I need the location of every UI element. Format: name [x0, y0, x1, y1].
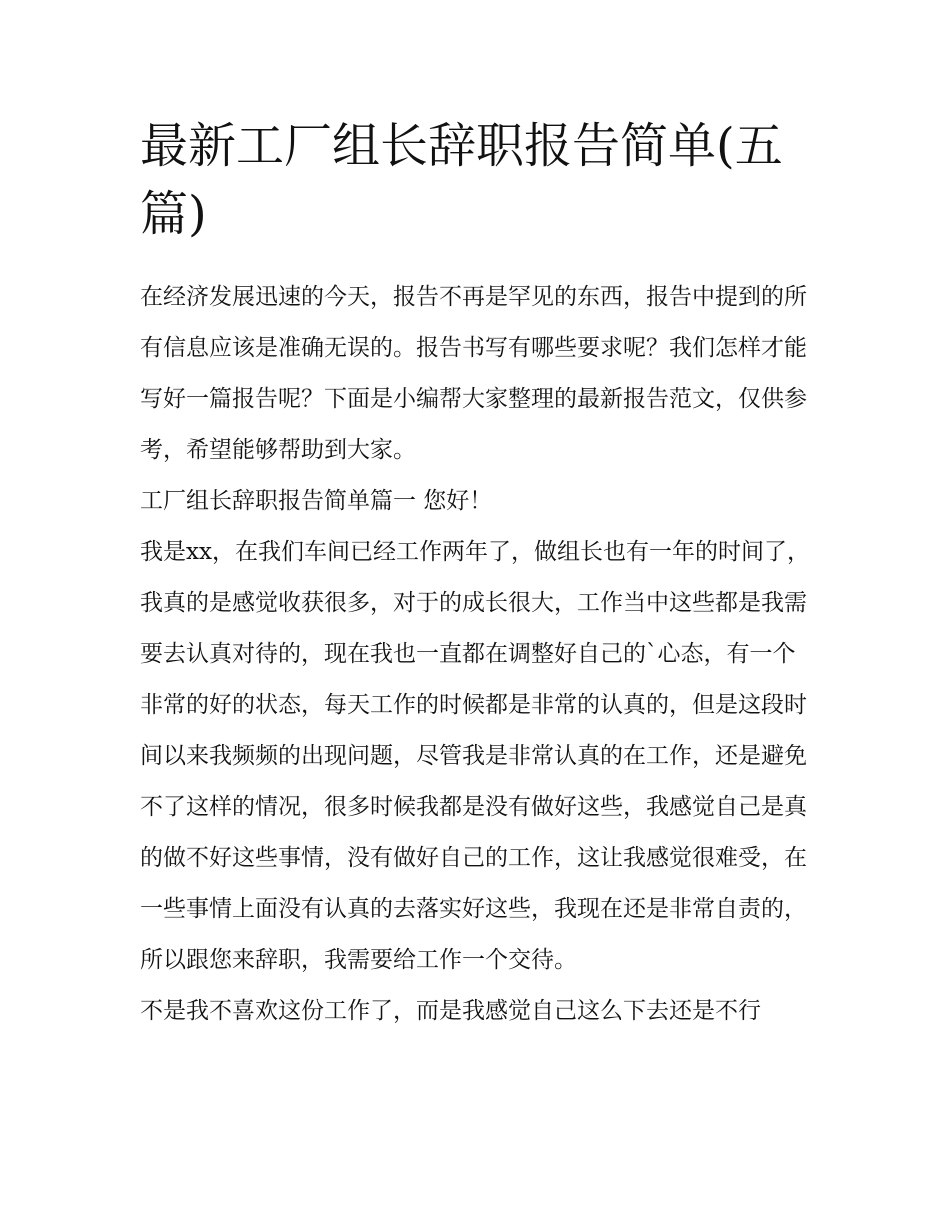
body-paragraph: 我是xx，在我们车间已经工作两年了，做组长也有一年的时间了，我真的是感觉收获很多，对于的成长很大，工作当中这些都是我需要去认真对待的，现在我也一直都在调整好自己的`心态，有一个非常的好的状态，每天工作的时候都是非常的认真的，但是这段时间以来我频频的出现问题，尽管我是非常认真的在工作，还是避免不了这样的情况，很多时候我都是没有做好这些，我感觉自己是真的做不好这些事情，没有做好自己的工作，这让我感觉很难受，在一些事情上面没有认真的去落实好这些，我现在还是非常自责的，所以跟您来辞职，我需要给工作一个交待。 [140, 539, 810, 973]
closing-paragraph: 不是我不喜欢这份工作了，而是我感觉自己这么下去还是不行 [140, 998, 761, 1024]
document-title: 最新工厂组长辞职报告简单(五篇) [140, 118, 783, 242]
section-heading-paragraph: 工厂组长辞职报告简单篇一 您好！ [140, 488, 493, 514]
document-body [140, 272, 812, 1037]
intro-paragraph: 在经济发展迅速的今天，报告不再是罕见的东西，报告中提到的所有信息应该是准确无误的。报告书写有哪些要求呢？我们怎样才能写好一篇报告呢？下面是小编帮大家整理的最新报告范文，仅供参考，希望能够帮助到大家。 [140, 284, 807, 463]
document-content [140, 112, 812, 1037]
